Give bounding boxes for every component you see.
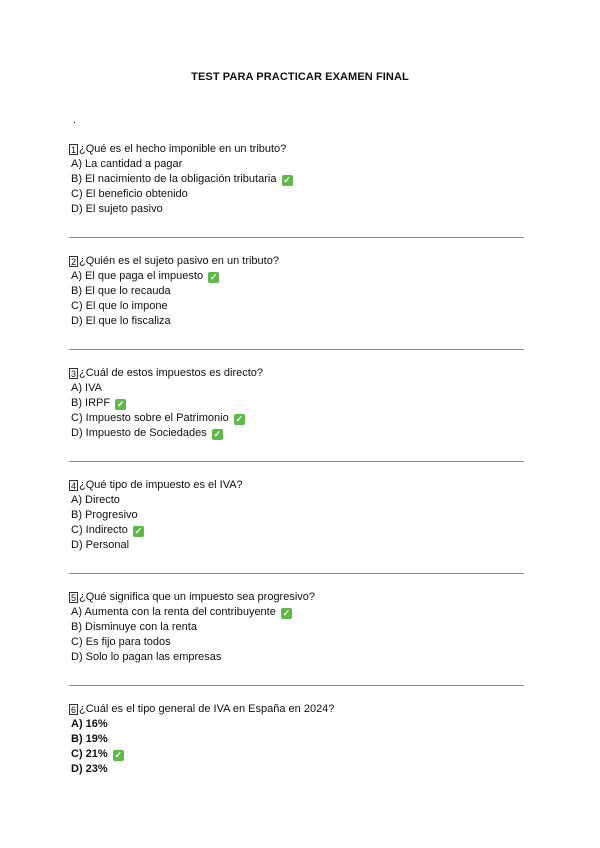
option-b: [69, 396, 529, 411]
option-label: C) Es fijo para todos: [71, 636, 171, 649]
option-c: [69, 299, 529, 314]
question-2: [69, 254, 529, 329]
option-label: B) Progresivo: [71, 509, 138, 522]
page-title: TEST PARA PRACTICAR EXAMEN FINAL: [191, 71, 409, 83]
option-label: A) 16%: [71, 718, 108, 730]
question-5: [69, 590, 529, 665]
option-d: [69, 426, 529, 441]
question-text-line: [69, 142, 529, 157]
checkmark-icon: ✓: [116, 399, 125, 410]
question-number-box: 5: [70, 593, 76, 603]
checkmark-icon: ✓: [209, 272, 218, 282]
checkmark-icon: ✓: [114, 750, 123, 761]
option-a: [69, 269, 529, 284]
question-number-box: 4: [70, 481, 76, 491]
option-label: A) IVA: [71, 382, 102, 394]
question-number-box: 3: [70, 369, 76, 379]
checkmark-icon: ✓: [235, 414, 244, 425]
option-a: [69, 157, 529, 172]
option-c: [69, 635, 529, 650]
question-text: ¿Qué es el hecho imponible en un tributo?: [79, 143, 287, 155]
option-label: A) La cantidad a pagar: [71, 158, 183, 170]
option-label: C) El que lo impone: [71, 300, 168, 313]
question-text: ¿Qué significa que un impuesto sea progresivo?: [79, 591, 316, 603]
option-a: [69, 381, 529, 396]
option-label: A) El que paga el impuesto: [71, 270, 204, 282]
option-b: [69, 732, 529, 747]
question-text: ¿Cuál es el tipo general de IVA en España en 2024?: [79, 703, 335, 715]
option-label: B) Disminuye con la renta: [71, 621, 197, 634]
option-d: [69, 202, 529, 217]
option-label: C) Indirecto: [71, 524, 128, 537]
option-label: D) Solo lo pagan las empresas: [71, 651, 222, 664]
option-a: [69, 605, 529, 620]
question-3: [69, 366, 529, 441]
option-d: [69, 314, 529, 329]
option-b: [69, 508, 529, 523]
question-text-line: [69, 478, 529, 493]
question-6: [69, 702, 529, 777]
option-label: C) El beneficio obtenido: [71, 188, 188, 201]
option-label: C) Impuesto sobre el Patrimonio: [71, 412, 229, 425]
question-text-line: [69, 590, 529, 605]
option-label: A) Directo: [71, 494, 120, 506]
option-d: [69, 538, 529, 553]
option-label: D) El sujeto pasivo: [71, 203, 163, 216]
question-4: [69, 478, 529, 553]
divider: [69, 573, 524, 574]
option-label: D) Personal: [71, 539, 130, 552]
divider: [69, 349, 524, 350]
option-label: B) 19%: [71, 733, 108, 746]
checkmark-icon: ✓: [213, 429, 222, 440]
option-label: B) IRPF: [71, 397, 111, 410]
question-text: ¿Qué tipo de impuesto es el IVA?: [79, 479, 243, 491]
question-number-box: 6: [70, 705, 76, 715]
divider: [69, 237, 524, 238]
option-c: [69, 523, 529, 538]
question-text: ¿Cuál de estos impuestos es directo?: [79, 367, 264, 379]
divider: [69, 685, 524, 686]
question-text-line: [69, 254, 529, 269]
option-label: D) 23%: [71, 763, 108, 776]
question-number-box: 1: [70, 145, 76, 155]
option-label: D) El que lo fiscaliza: [71, 315, 171, 328]
divider: [69, 461, 524, 462]
option-a: [69, 717, 529, 732]
option-b: [69, 620, 529, 635]
option-c: [69, 747, 529, 762]
checkmark-icon: ✓: [283, 175, 291, 186]
question-1: [69, 142, 529, 217]
question-text-line: [69, 702, 529, 717]
stray-dot: .: [73, 114, 77, 126]
option-label: B) El que lo recauda: [71, 285, 171, 298]
question-text: ¿Quién es el sujeto pasivo en un tributo?: [79, 255, 279, 267]
option-label: C) 21%: [71, 748, 108, 761]
option-b: [69, 284, 529, 299]
option-label: A) Aumenta con la renta del contribuyente: [71, 606, 276, 618]
option-b: [69, 172, 529, 187]
option-d: [69, 762, 529, 777]
option-c: [69, 187, 529, 202]
checkmark-icon: ✓: [282, 608, 291, 618]
option-a: [69, 493, 529, 508]
option-d: [69, 650, 529, 665]
checkmark-icon: ✓: [134, 526, 143, 537]
option-c: [69, 411, 529, 426]
question-number-box: 2: [70, 257, 76, 267]
option-label: D) Impuesto de Sociedades: [71, 427, 207, 440]
option-label: B) El nacimiento de la obligación tributaria: [71, 173, 277, 186]
question-text-line: [69, 366, 529, 381]
